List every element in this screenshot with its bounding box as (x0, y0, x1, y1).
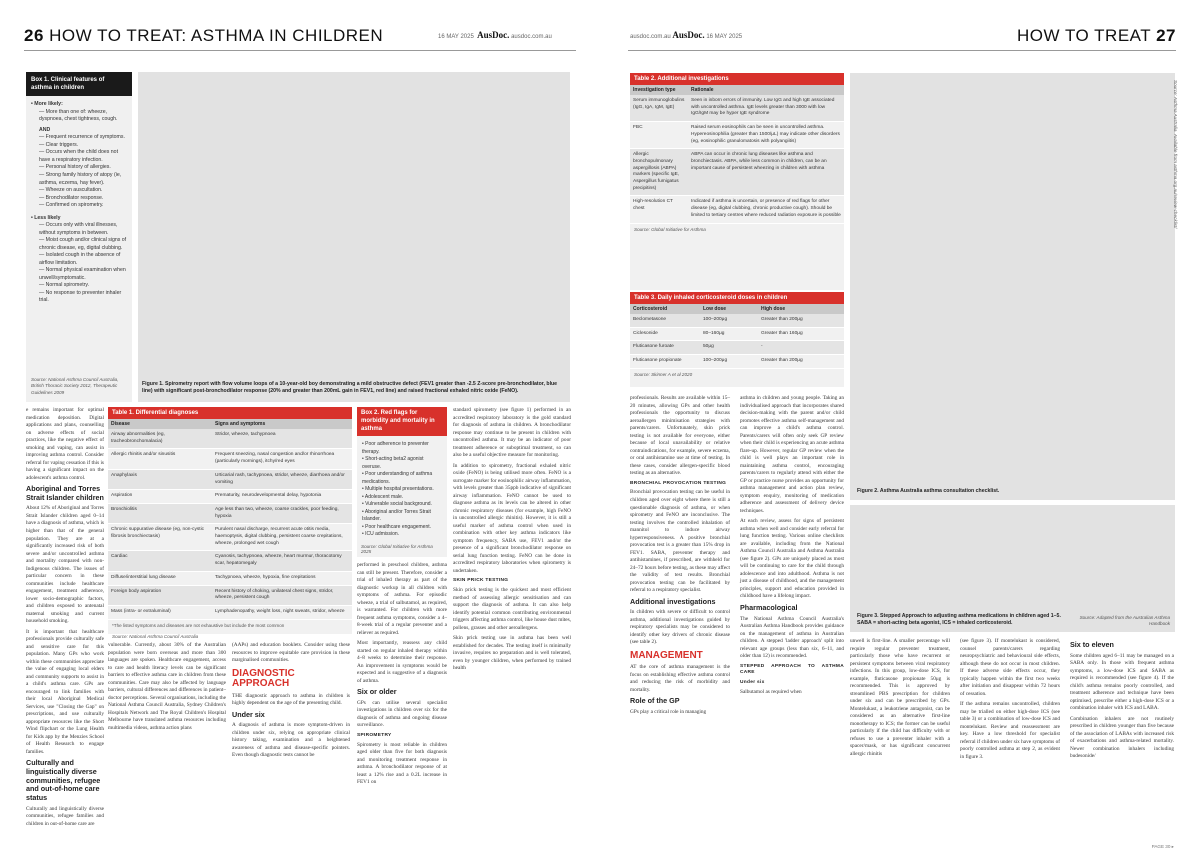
list-item: • ICU admission. (362, 531, 442, 539)
heading-additional-investigations: Additional investigations (630, 596, 716, 606)
box1-item: — Personal history of allergies. (39, 164, 111, 171)
table-row (630, 327, 844, 341)
heading-skin-prick: SKIN PRICK TESTING (453, 578, 509, 584)
table-cell: Aspiration (108, 490, 212, 504)
article-column-8 (850, 638, 950, 761)
table-cell: Foreign body aspiration (108, 585, 212, 605)
table1-differential-diagnoses (108, 407, 352, 639)
paragraph: About 12% of Aboriginal and Torres Strait Islander children aged 0–14 have a diagnosis of asthma, which is higher than that of the general population. They are at a significantly increased risk of both severe and/or uncontrolled asthma and mortality compared with non-Indigenous children. The issues of particular concern in these communities include healthcare engagement, treatment adherence, lower socio-demographic factors, and children exposed to antenatal maternal smoking and current household smoking. (26, 505, 104, 625)
table-cell: Indicated if asthma is uncertain, or presence of red flags for other disease (eg, digital clubbing, chronic productive cough). Should be limited to tertiary centres where reduced radiation exposure is possible (688, 196, 844, 223)
paragraph: AT the core of asthma management is the focus on establishing effective asthma control and reducing the risk of morbidity and mortality. (630, 664, 730, 693)
list-item: • Poor understanding of asthma medications. (362, 471, 442, 486)
table-cell: Purulent nasal discharge, recurrent acute otitis media, haemoptysis, digital clubbing, persistent coarse crepitations, wheeze, prolonged wet cough (212, 524, 352, 551)
header-rule-left (24, 50, 576, 51)
table-cell: 100–200μg (700, 355, 758, 369)
table-header: Disease (108, 419, 212, 429)
article-column-9 (960, 638, 1060, 764)
table-row (108, 429, 352, 449)
table1-grid (108, 419, 352, 620)
paragraph: performed in preschool children, asthma can still be present. Therefore, consider a trial of inhaled therapy as part of the diagnostic workup in all children with symptoms of asthma. For episodic wheeze, a trial of salbutamol, as required, is warranted. For children with more frequent asthma symptoms, consider a 4–8-week trial of a regular preventer and a reliever as required. (357, 562, 447, 636)
heading-under-six: Under six (232, 709, 265, 719)
table-cell: Chronic suppurative disease (eg, non-cystic fibrosis bronchiectasis) (108, 524, 212, 551)
table-cell: Mass (intra- or extraluminal) (108, 605, 212, 619)
table-cell: Diffuse/interstitial lung disease (108, 571, 212, 585)
table-cell: Prematurity, neurodevelopmental delay, hypotonia (212, 490, 352, 504)
table-row (630, 95, 844, 122)
table-cell: Recent history of choking, unilateral chest signs, stridor, wheeze, persistent cough (212, 585, 352, 605)
table-cell: Frequent sneezing, nasal congestion and/or rhinorrhoea (particularly mornings), itchy/red eyes (212, 449, 352, 469)
paragraph: THE diagnostic approach to asthma in children is highly dependent on the age of the presenting child. (232, 692, 350, 707)
figure2-side-source: Source: Asthma Australia. Available from asthma.org.au/review-checklist/ (1173, 80, 1178, 229)
table-cell: FBC (630, 122, 688, 149)
header-meta-right: ausdoc.com.au AusDoc. 16 MAY 2025 (630, 30, 743, 40)
paragraph: GPs can utilise several specialist investigations in children over six for the diagnosis of asthma and ongoing disease surveillance. (357, 699, 447, 729)
article-column-10 (1070, 638, 1174, 764)
figure1-caption: Figure 1. Spirometry report with flow volume loops of a 10-year-old boy demonstrating a mild obstructive defect (FEV1 greater than -2.5 Z-score pre-bronchodilator, blue line) with significant post-bronchodilator response (20% and greater than 200mL gain in FEV1, red line) and raised fractional exhaled nitric oxide (FeNO). (142, 380, 558, 395)
paragraph: GPs play a critical role in managing (630, 709, 707, 716)
table-cell: Ciclesonide (630, 327, 700, 341)
heading-management: MANAGEMENT (630, 649, 703, 661)
table1-title: Table 1. Differential diagnoses (108, 407, 352, 419)
page-header-left (24, 26, 383, 46)
heading-pharmacological: Pharmacological (740, 602, 798, 612)
paragraph: Culturally and linguistically diverse communities, refugee families and children in out-of-home care are (26, 805, 104, 827)
table-cell: Raised serum eosinophils can be seen in uncontrolled asthma. Hypereosinophilia (greater than 1500/μL) may indicate other disorders (eg, eosinophilic granulomatosis with polyangiitis) (688, 122, 844, 149)
paragraph: Skin prick testing is the quickest and most efficient method of assessing allergic sensitisation and can support the diagnosis of asthma. It can also help identify potential common contributing environmental triggers affecting asthma control, like house dust mites, pollens, grasses and other aeroallergens. (453, 587, 571, 631)
figure3-stepped-approach (850, 505, 1175, 632)
table-cell: - (758, 341, 844, 355)
list-item: • Multiple hospital presentations. (362, 486, 442, 494)
table-cell: Greater than 200μg (758, 314, 844, 327)
box1-item: — Isolated cough in the absence of airflow limitation. (39, 252, 121, 266)
table-cell: Cardiac (108, 551, 212, 571)
list-item: • Vulnerable social background. (362, 501, 442, 509)
article-column-4 (357, 562, 447, 790)
article-column-7 (740, 395, 844, 700)
table-row (630, 149, 844, 196)
table-cell: Stridor, wheeze, tachypnoea (212, 429, 352, 449)
page-header-right (1017, 26, 1176, 46)
table-header: Rationale (688, 85, 844, 95)
box2-red-flags (357, 407, 447, 557)
table-cell: Anaphylaxis (108, 469, 212, 489)
table-cell: Bronchiolitis (108, 503, 212, 523)
figure3-caption: Figure 3. Stepped Approach to adjusting asthma medications in children aged 1–5. SABA = short-acting beta agonist, ICS = inhaled corticosteroid. (857, 612, 1061, 627)
table-cell: Fluticasone propionate (630, 355, 700, 369)
table-cell: 80–160μg (700, 327, 758, 341)
article-column-6 (630, 395, 730, 720)
paragraph: Most importantly, reassess any child started on regular inhaled therapy within 4–8 weeks to determine their response. An improvement in symptoms would be expected and is suggestive of a diagnosis of asthma. (357, 640, 447, 684)
table-cell: Fluticasone furoate (630, 341, 700, 355)
box1-more-label: • More likely: (31, 101, 63, 108)
article-column-5 (453, 407, 571, 676)
paragraph: e remains important for optimal medication deposition. Digital applications and plans, counselling on adverse effects of social practices, like the negative effect of smoking and vaping, can assist in improving asthma control. Consider referral for vaping cessation if this is having a significant impact on the adolescent's asthma control. (26, 407, 104, 481)
table-cell: Airway abnormalities (eg, tracheobronchomalacia) (108, 429, 212, 449)
table-cell: Tachypnoea, wheeze, hypoxia, fine crepitations (212, 571, 352, 585)
table-cell: 50μg (700, 341, 758, 355)
table2-grid (630, 85, 844, 224)
article-column-1 (26, 407, 104, 831)
table-row (108, 469, 352, 489)
table2-title: Table 2. Additional investigations (630, 73, 844, 85)
box1-item: — Occurs when the child does not have a respiratory infection. (39, 149, 119, 163)
table-header: Corticosteroid (630, 304, 700, 314)
table2-additional-investigations (630, 73, 844, 290)
figure1-spirometry (138, 72, 570, 402)
box1-item: AND (39, 126, 51, 133)
box1-item: — Moist cough and/or clinical signs of chronic disease, eg, digital clubbing. (39, 237, 127, 251)
box1-item: — Normal physical examination when unwell/symptomatic. (39, 267, 126, 281)
paragraph: (AAPs) and education booklets. Consider using these resources to improve equitable care provision in these marginalised communities. (232, 642, 350, 664)
table-cell: Serum immunoglobulins (IgG, IgA, IgM, IgE) (630, 95, 688, 122)
paragraph: professionals. Results are available within 15–20 minutes, allowing GPs and other health professionals the opportunity to discuss aeroallergen minimisation strategies with parents/carers. Unfortunately, skin prick testing is not available for everyone, either because of local unavailability or relative contraindications, for example, severe eczema, or oral antihistamine use at time of testing. In these cases, consider allergen-specific blood testing as an alternative. (630, 395, 730, 477)
table3-title: Table 3. Daily inhaled corticosteroid doses in children (630, 292, 844, 304)
table-row (108, 605, 352, 619)
box1-item: — Frequent recurrence of symptoms. (39, 134, 125, 141)
box2-source: Source: Global Initiative for Asthma 2025 (361, 543, 433, 554)
figure2-checklist (850, 73, 1175, 500)
table-cell: High-resolution CT chest (630, 196, 688, 223)
list-item: • Poor adherence to preventer therapy. (362, 441, 442, 456)
paragraph: Bronchial provocation testing can be useful in children aged over eight where there is still a questionable diagnosis of asthma, or when spirometry and FeNO are inconclusive. The testing involves the controlled inhalation of mannitol to induce airway hyperresponsiveness. A positive bronchial provocation test is a greater than 15% drop in FEV1. SABA, preventer therapy and antihistamines, if prescribed, are withheld for 24–72 hours before testing, as these may affect the validity of test results. Bronchial provocation testing can be facilitated by referral to a respiratory specialist. (630, 489, 730, 594)
box1-title: Box 1. Clinical features of asthma in children (26, 72, 132, 96)
table-cell: Age less than two, wheeze, coarse crackles, poor feeding, hypoxia (212, 503, 352, 523)
table-cell: Allergic bronchopulmonary aspergillosis (ABPA) markers (specific IgE, Aspergillus fumigatus precipitins) (630, 149, 688, 196)
table-cell: Greater than 160μg (758, 327, 844, 341)
list-item: • Poor healthcare engagement. (362, 524, 442, 532)
table-row (630, 196, 844, 223)
table-row (108, 449, 352, 469)
box2-list (357, 436, 447, 539)
figure2-caption: Figure 2. Asthma Australia asthma consultation checklist. (857, 488, 1000, 494)
section-title-left: HOW TO TREAT: ASTHMA IN CHILDREN (49, 26, 384, 45)
table-cell: Cyanosis, tachypnoea, wheeze, heart murmur, thoracotomy scar, hepatomegaly (212, 551, 352, 571)
paragraph: It is important that healthcare professionals provide culturally safe and sensitive care for this population. Many GPs who work within these communities appreciate the value of engaging local elders and community supports to assist in a child's asthma care. GPs are encouraged to link families with their local Aboriginal Medical Services, use "Closing the Gap" on prescriptions, and use culturally appropriate resources like the Short Wind flipchart or the Lung Health for Kids app by the Menzies School of Health Research to engage families. (26, 628, 104, 755)
header-meta-left: 16 MAY 2025 AusDoc. ausdoc.com.au (438, 30, 552, 40)
section-title-right: HOW TO TREAT (1017, 26, 1151, 45)
table-cell: 100–200μg (700, 314, 758, 327)
heading-six-to-eleven: Six to eleven (1070, 640, 1114, 649)
paragraph: (see figure 3). If montelukast is considered, counsel parents/carers regarding neuropsychiatric and behavioural side effects, although these do not occur in most children. If these adverse side effects occur, they typically happen within the first two weeks after initiation and disappear within 72 hours of cessation. (960, 638, 1060, 697)
table-cell: Urticarial rash, tachypnoea, stridor, wheeze, diarrhoea and/or vomiting (212, 469, 352, 489)
table-cell: Allergic rhinitis and/or sinusitis (108, 449, 212, 469)
box1-less-label: • Less likely (31, 214, 61, 221)
table-cell: Greater than 200μg (758, 355, 844, 369)
page-number-right: 27 (1156, 26, 1176, 45)
table-cell: Lymphadenopathy, weight loss, night sweats, stridor, wheeze (212, 605, 352, 619)
paragraph: Combination inhalers are not routinely prescribed in children younger than five because of the association of LABAs with increased risk of exacerbations and asthma-related mortality. Newer combination inhalers including budesonide/ (1070, 715, 1174, 760)
table-row (108, 585, 352, 605)
box1-item: — Occurs only with viral illnesses, without symptoms in between. (39, 222, 118, 236)
box1-item: — Strong family history of atopy (ie, asthma, eczema, hay fever). (39, 171, 122, 186)
box1-item: — No response to preventer inhaler trial. (39, 289, 122, 304)
table-row (108, 571, 352, 585)
header-rule-right (628, 50, 1176, 51)
table3-grid (630, 304, 844, 369)
table-row (108, 490, 352, 504)
paragraph: If the asthma remains uncontrolled, children may be trialled on either high-dose ICS (see table 3) or a combination of low-dose ICS and montelukast. Review and reassessment are key. Have a low threshold for specialist referral if children under six have symptoms of poorly controlled asthma at step 2, as evident in figure 3. (960, 701, 1060, 760)
box1-item: — Confirmed on spirometry. (39, 202, 104, 209)
table-row (108, 524, 352, 551)
table3-ics-doses (630, 292, 844, 387)
box1-item: — Wheeze on auscultation. (39, 187, 103, 194)
table2-source: Source: Global Initiative for Asthma (634, 226, 706, 232)
table-row (630, 122, 844, 149)
table-cell: Seen in inborn errors of immunity. Low IgG and high IgE associated with uncontrolled asthma. IgE levels greater than 3000 with low IgG/IgM may be hyper IgE syndrome (688, 95, 844, 122)
paragraph: The National Asthma Council Australia's Australian Asthma Handbook provides guidance on the management of asthma in Australian children. A stepped 'ladder approach' split into relevant age groups (less than six, 6–11, and older than 12) is recommended. (740, 615, 844, 660)
heading-six-or-older: Six or older (357, 687, 397, 697)
page-continuation-marker: PAGE 30 ▸ (1151, 844, 1174, 849)
paragraph: Skin prick testing use in asthma has been well established for decades. The testing itself is minimally invasive, requires no preparation and is well tolerated, even by younger children, when performed by trained health (453, 635, 571, 672)
list-item: • Aboriginal and/or Torres Strait Islander. (362, 509, 442, 524)
list-item: • Short-acting beta2 agonist overuse. (362, 456, 442, 471)
paragraph: At each review, assess for signs of persistent asthma when well and consider early referral for lung function testing. Various online checklists are available, including from the National Asthma Council Australia and Asthma Australia (see figure 2). GPs are uniquely placed as most will be continuing to care for the child through adolescence and into adulthood. Asthma is not just a disease of childhood, and the management principles, support and education provided in childhood have a lifelong impact. (740, 518, 844, 600)
paragraph: In addition to spirometry, fractional exhaled nitric oxide (FeNO) is being utilised more often. FeNO is a surrogate marker for eosinophilic airway inflammation, with levels greater than 35ppb indicative of significant airway inflammation. FeNO cannot be used to diagnose asthma as its levels can be altered in other chronic respiratory diseases (for example, high FeNO in uncontrolled allergic rhinitis). However, it is still a useful marker of asthma control when used in combination with other key asthma indicators like symptom frequency, SABA use, FEV1 and/or the presence of a significant bronchodilator response on serial lung function testing. FeNO can be done in accredited respiratory laboratories when spirometry is undertaken. (453, 462, 571, 574)
box1-item: — More than one of: wheeze, dyspnoea, chest tightness, cough. (39, 108, 118, 123)
page-number-left: 26 (24, 26, 44, 45)
paragraph: Salbutamol as required when (740, 689, 802, 696)
paragraph: asthma in children and young people. Taking an individualised approach that incorporates shared decision-making with the parent and/or child promotes effective asthma self-management and can improve a child's asthma control. Parents/carers will often only seek GP review when their child is experiencing an acute asthma flare-up. However, regular GP review when the child is well plays an important role in maintaining asthma control, encouraging parents/carers to regularly attend with either the GP or practice nurse provides an opportunity for asthma management and action plan review, symptom enquiry, monitoring of medication adherence and assessment of delivery device techniques. (740, 395, 844, 514)
table-cell: ABPA can occur in chronic lung diseases like asthma and bronchiectasis. ABPA, while less common in children, can be an important cause of persistent wheezing in children with asthma (688, 149, 844, 196)
heading-under-six-b: Under six (740, 680, 765, 686)
table-header: Investigation type (630, 85, 688, 95)
table-row (630, 355, 844, 369)
heading-cald: Culturally and linguistically diverse communities, refugee and out-of-home care status (26, 758, 101, 803)
heading-role-of-gp: Role of the GP (630, 696, 680, 706)
paragraph: vulnerable. Currently, about 30% of the Australian population were born overseas and more than 300 languages are spoken. Healthcare engagement, access to care and health literacy levels can be significant barriers to effective asthma care in children from these communities. Care may also be affected by language barriers, cultural differences and differences in patient–doctor perceptions. Several organisations, including the National Asthma Council Australia, Sydney Children's Hospitals Network and The Royal Children's Hospital Melbourne have translated asthma resources including multimedia videos, asthma action plans (108, 642, 226, 731)
box1-clinical-features (26, 72, 132, 402)
table3-source: Source: Skinner A et al 2020 (634, 371, 693, 377)
figure3-source: Source: Adapted from the Australian Asthma Handbook (1079, 614, 1170, 627)
list-item: • Adolescent male. (362, 494, 442, 502)
box1-item: — Normal spirometry. (39, 282, 90, 289)
heading-bronchial: BRONCHIAL PROVOCATION TESTING (630, 480, 727, 486)
box1-item: — Clear triggers. (39, 141, 79, 148)
box1-more-list (31, 109, 127, 210)
heading-diagnostic-approach: DIAGNOSTIC APPROACH (232, 667, 295, 690)
table-row (630, 341, 844, 355)
paragraph: In children with severe or difficult to control asthma, additional investigations guided by respiratory specialists may be considered to identify other key drivers of chronic disease (see table 2). (630, 609, 730, 646)
paragraph: unwell is first-line. A smaller percentage will require regular preventer treatment, particularly those who have recurrent or persistent symptoms between viral respiratory infections. In this group, low-dose ICS, for example, fluticasone propionate 50μg is recommended. This is approved by streamlined PBS prescription for children under six and can be prescribed by GPs. Montelukast, a leukotriene antagonist, can be considered as an alternative first-line monotherapy to ICS; the former can be useful particularly if the child has difficulty with or refuses to use a preventer inhaler with a spacer/mask, or has significant concurrent allergic rhinitis (850, 638, 950, 757)
heading-stepped-approach: STEPPED APPROACH TO ASTHMA CARE (740, 663, 844, 676)
paragraph: A diagnosis of asthma is more symptom-driven in children under six, relying on appropriate clinical history taking, examination and a heightened awareness of asthma and disease-specific pointers. Even though diagnostic tests cannot be (232, 722, 350, 759)
table-header: High dose (758, 304, 844, 314)
paragraph: Spirometry is most reliable in children aged older than five for both diagnosis and monitoring treatment response in asthma. A bronchodilator response of at least a 12% rise and a 0.2L increase in FEV1 on (357, 741, 447, 786)
paragraph: standard spirometry (see figure 1) performed in an accredited respiratory laboratory is the gold standard for diagnosis of asthma in children. A bronchodilator response may continue to be present in children with uncontrolled asthma. It may be an indicator of poor treatment adherence or suboptimal treatment, so can also be a useful objective measure for monitoring. (453, 407, 571, 459)
article-column-2 (108, 642, 226, 735)
table-row (108, 503, 352, 523)
box1-source: Source: National Asthma Council Australia, British Thoracic Society 2012, Therapeutic Guidelines 2009 (31, 376, 119, 395)
table-row (630, 314, 844, 327)
box2-title: Box 2. Red flags for morbidity and mortality in asthma (357, 407, 447, 436)
table-row (108, 551, 352, 571)
table-header: Low dose (700, 304, 758, 314)
heading-spirometry: SPIROMETRY (357, 732, 392, 738)
table-header: Signs and symptoms (212, 419, 352, 429)
box1-item: — Bronchodilator response. (39, 194, 104, 201)
table1-note: *The listed symptoms and diseases are not exhaustive but include the most common (112, 622, 285, 628)
paragraph: Some children aged 6–11 may be managed on a SABA only. In those with frequent asthma symptoms, a low-dose ICS and SABA as required is recommended (see figure 4). If the child's asthma remains poorly controlled, and treatment adherence and technique have been optimised, prescribe either a high-dose ICS or a combination inhaler with ICS and LABA. (1070, 652, 1174, 712)
table-cell: Beclometasone (630, 314, 700, 327)
article-column-3 (232, 642, 350, 763)
heading-atsi: Aboriginal and Torres Strait Islander children (26, 484, 104, 502)
table1-source: Source: National Asthma Council Australia (112, 633, 199, 639)
box1-less-list (31, 222, 127, 305)
